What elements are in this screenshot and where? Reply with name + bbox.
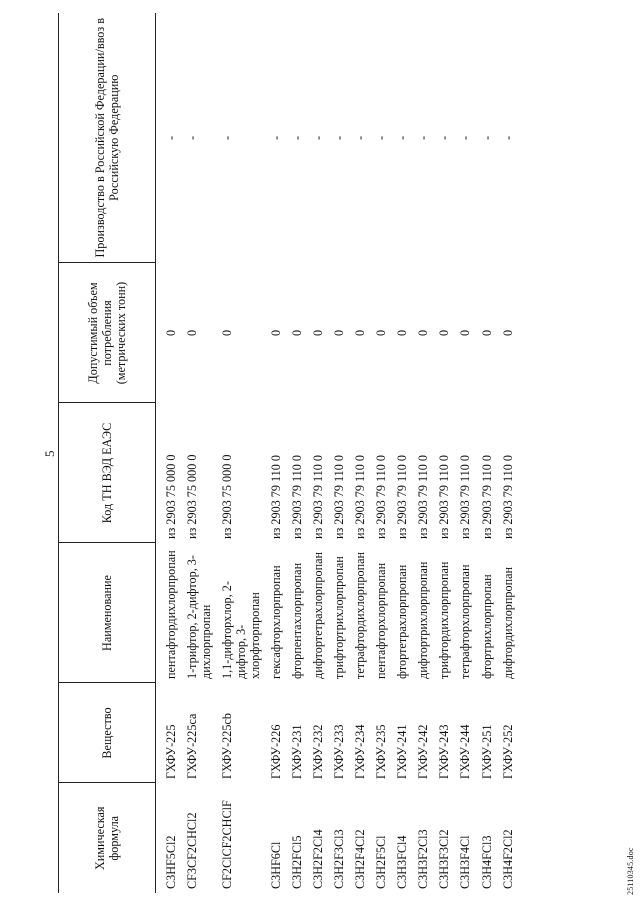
cell-code: из 2903 75 000 0: [164, 454, 178, 539]
cell-formula: C3H3F4Cl: [458, 835, 473, 889]
cell-code: из 2903 79 110 0: [416, 454, 431, 539]
cell-formula: C3HF6Cl: [269, 841, 284, 889]
table-row: [394, 13, 415, 893]
cell-code: из 2903 79 110 0: [353, 454, 368, 539]
cell-substance: ГХФУ-234: [353, 724, 368, 779]
cell-name: пентафторхлорпропан: [374, 562, 389, 679]
cell-formula: C3H3FCl4: [395, 835, 410, 889]
cell-name: трифтордихлорпропан: [437, 561, 452, 679]
cell-volume: 0: [416, 329, 431, 337]
page-number: 5: [42, 450, 57, 457]
cell-substance: ГХФУ-231: [290, 724, 305, 779]
cell-volume: 0: [437, 329, 452, 337]
cell-formula: C3HF5Cl2: [164, 835, 178, 889]
cell-production: -: [374, 135, 389, 141]
cell-substance: ГХФУ-252: [500, 724, 515, 779]
cell-code: из 2903 79 110 0: [500, 454, 515, 539]
cell-volume: 0: [458, 329, 473, 337]
header-volume: Допустимый объем потребления (метрических тонн): [59, 263, 156, 403]
cell-substance: ГХФУ-242: [416, 724, 431, 779]
cell-substance: ГХФУ-241: [395, 724, 410, 779]
cell-production: -: [164, 135, 178, 141]
cell-substance: ГХФУ-233: [332, 724, 347, 779]
table-row: [352, 13, 373, 893]
cell-production: -: [290, 135, 305, 141]
cell-code: из 2903 79 110 0: [290, 454, 305, 539]
cell-volume: 0: [395, 329, 410, 337]
table-row: [500, 13, 521, 893]
cell-name: гексафторхлорпропан: [269, 565, 284, 679]
cell-substance: ГХФУ-225cb: [220, 713, 235, 779]
cell-substance: ГХФУ-232: [311, 724, 326, 779]
cell-production: -: [269, 135, 284, 141]
cell-formula: C3H2F3Cl3: [332, 829, 347, 889]
cell-name: дифтортрихлорпропан: [416, 561, 431, 679]
cell-volume: 0: [220, 329, 235, 337]
cell-volume: 0: [185, 329, 200, 337]
cell-code: из 2903 75 000 0: [185, 454, 200, 539]
cell-volume: 0: [479, 329, 494, 337]
cell-formula: C3H2F4Cl2: [353, 829, 368, 889]
table-row: [219, 13, 268, 893]
cell-formula: C3H2FCl5: [290, 835, 305, 889]
cell-substance: ГХФУ-235: [374, 724, 389, 779]
cell-substance: ГХФУ-225: [164, 724, 178, 779]
table-row: [268, 13, 289, 893]
header-substance: Вещество: [59, 683, 156, 783]
table-row: [415, 13, 436, 893]
cell-name: тетрафтордихлорпропан: [353, 551, 368, 679]
doc-filename: 25110345.doc: [626, 847, 635, 895]
table-row: [310, 13, 331, 893]
cell-formula: C3H2F2Cl4: [311, 829, 326, 889]
cell-production: -: [220, 135, 235, 141]
cell-name: дифтордихлорпропан: [500, 566, 515, 679]
header-code: Код ТН ВЭД ЕАЭС: [59, 403, 156, 543]
cell-formula: C3H4F2Cl2: [500, 829, 515, 889]
cell-substance: ГХФУ-243: [437, 724, 452, 779]
cell-name: 1-трифтор, 2-дифтор, 3-дихлорпропан: [185, 555, 214, 679]
cell-name: фтортетрахлорпропан: [395, 564, 410, 679]
table-header-row: [59, 13, 156, 893]
cell-substance: ГХФУ-244: [458, 724, 473, 779]
cell-formula: C3H2F5Cl: [374, 835, 389, 889]
cell-production: -: [311, 135, 326, 141]
cell-volume: 0: [500, 329, 515, 337]
cell-production: -: [332, 135, 347, 141]
cell-production: -: [185, 135, 200, 141]
cell-code: из 2903 79 110 0: [311, 454, 326, 539]
table-row: [156, 13, 185, 893]
table-row: [331, 13, 352, 893]
cell-production: -: [416, 135, 431, 141]
table-body: [156, 13, 521, 893]
cell-substance: ГХФУ-225са: [185, 713, 200, 779]
cell-substance: ГХФУ-251: [479, 724, 494, 779]
table-row: [436, 13, 457, 893]
cell-substance: ГХФУ-226: [269, 724, 284, 779]
cell-volume: 0: [353, 329, 368, 337]
header-name: Наименование: [59, 543, 156, 683]
header-formula: Химическая формула: [59, 783, 156, 893]
cell-code: из 2903 79 110 0: [395, 454, 410, 539]
cell-code: из 2903 79 110 0: [458, 454, 473, 539]
substances-table: [58, 13, 521, 893]
cell-name: трифтортрихлорпропан: [332, 556, 347, 679]
cell-formula: C3H3F2Cl3: [416, 829, 431, 889]
cell-name: тетрафторхлорпропан: [458, 564, 473, 679]
table-row: [373, 13, 394, 893]
header-production: Производство в Российской Федерации/ввоз в Российскую Федерацию: [59, 13, 156, 263]
cell-code: из 2903 79 110 0: [374, 454, 389, 539]
cell-formula: CF3CF2CHCl2: [185, 812, 200, 889]
cell-volume: 0: [290, 329, 305, 337]
cell-production: -: [353, 135, 368, 141]
cell-code: из 2903 79 110 0: [437, 454, 452, 539]
cell-name: 1,1-дифторхлор, 2-дифтор, 3-хлорфторпропан: [220, 581, 263, 679]
cell-production: -: [458, 135, 473, 141]
table-row: [479, 13, 500, 893]
cell-production: -: [479, 135, 494, 141]
cell-formula: CF2ClCF2CHClF: [220, 800, 235, 889]
cell-formula: C3H4FCl3: [479, 835, 494, 889]
cell-volume: 0: [269, 329, 284, 337]
cell-code: из 2903 75 000 0: [220, 454, 235, 539]
cell-production: -: [500, 135, 515, 141]
cell-code: из 2903 79 110 0: [332, 454, 347, 539]
cell-volume: 0: [164, 329, 178, 337]
cell-name: пентафтордихлорпропан: [164, 550, 178, 679]
cell-formula: C3H3F3Cl2: [437, 829, 452, 889]
cell-production: -: [437, 135, 452, 141]
cell-code: из 2903 79 110 0: [479, 454, 494, 539]
cell-volume: 0: [311, 329, 326, 337]
cell-name: фтортрихлорпропан: [479, 574, 494, 679]
cell-volume: 0: [332, 329, 347, 337]
table-row: [457, 13, 478, 893]
cell-production: -: [395, 135, 410, 141]
cell-code: из 2903 79 110 0: [269, 454, 284, 539]
table-row: [184, 13, 219, 893]
table-row: [289, 13, 310, 893]
cell-name: дифтортетрахлорпропан: [311, 551, 326, 679]
cell-volume: 0: [374, 329, 389, 337]
cell-name: фторпентахлорпропан: [290, 562, 305, 679]
